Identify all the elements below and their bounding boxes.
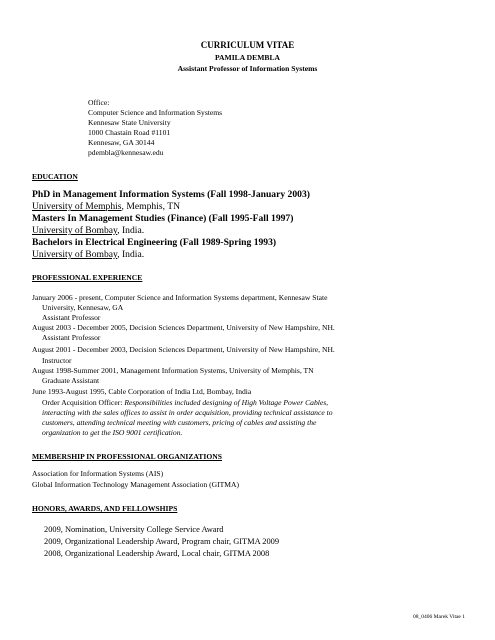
education-degree: PhD in Management Information Systems (Fall 1998-January 2003): [32, 189, 310, 200]
page-footer: 08_0406 Marek Vitae 1: [413, 614, 465, 620]
office-street: 1000 Chastain Road #1101: [88, 128, 171, 137]
document-title: CURRICULUM VITAE: [200, 40, 295, 50]
office-label: Office:: [88, 98, 110, 107]
experience-line: January 2006 - present, Computer Science and Information Systems department, Kennesaw State: [32, 293, 328, 302]
experience-line: June 1993-August 1995, Cable Corporation of India Ltd, Bombay, India: [32, 387, 252, 396]
experience-line: August 2003 - December 2005, Decision Sciences Department, University of New Hampshire, NH.: [32, 323, 335, 332]
experience-role: Assistant Professor: [42, 313, 101, 322]
honors-item: 2008, Organizational Leadership Award, Local chair, GITMA 2008: [44, 549, 270, 558]
education-place: , Memphis, TN: [121, 201, 180, 212]
order-officer-line: [42, 398, 328, 408]
education-school-line: [32, 225, 144, 237]
experience-role: Graduate Assistant: [42, 376, 100, 385]
office-email: pdembla@kennesaw.edu: [88, 148, 164, 157]
order-officer-desc: Responsibilities included designing of High Voltage Power Cables,: [124, 398, 329, 407]
education-school: University of Bombay: [32, 225, 118, 236]
position-title: Assistant Professor of Information Systems: [177, 64, 318, 73]
order-officer-desc: customers, attending technical meeting with customers, pricing of cables and assisting the: [42, 418, 317, 427]
order-officer-label: Order Acquisition Officer:: [42, 398, 125, 407]
education-degree: Bachelors in Electrical Engineering (Fall 1989-Spring 1993): [32, 237, 277, 248]
education-place: , India.: [117, 225, 145, 236]
education-place: , India.: [117, 249, 145, 260]
education-school-line: [32, 249, 144, 261]
education-degree: Masters In Management Studies (Finance) (Fall 1995-Fall 1997): [32, 213, 294, 224]
education-school: University of Bombay: [32, 249, 118, 260]
education-school: University of Memphis: [32, 201, 122, 212]
experience-role: Assistant Professor: [42, 333, 101, 342]
education-school-line: [32, 201, 180, 213]
office-university: Kennesaw State University: [88, 118, 171, 127]
person-name: PAMILA DEMBLA: [214, 53, 281, 62]
honors-heading: HONORS, AWARDS, AND FELLOWSHIPS: [32, 504, 178, 513]
office-city: Kennesaw, GA 30144: [88, 138, 155, 147]
order-officer-desc: interacting with the sales offices to assist in order acquisition, providing technical assistance to: [42, 408, 333, 417]
membership-item: Global Information Technology Management Association (GITMA): [32, 480, 240, 489]
experience-line: University, Kennesaw, GA: [42, 303, 124, 312]
order-officer-desc: organization to get the ISO 9001 certification.: [42, 428, 183, 437]
membership-heading: MEMBERSHIP IN PROFESSIONAL ORGANIZATIONS: [32, 452, 222, 461]
honors-item: 2009, Organizational Leadership Award, Program chair, GITMA 2009: [44, 537, 280, 546]
experience-role: Instructor: [42, 356, 72, 365]
experience-heading: PROFESSIONAL EXPERIENCE: [32, 273, 143, 282]
honors-item: 2009, Nomination, University College Service Award: [44, 525, 224, 534]
membership-item: Association for Information Systems (AIS): [32, 469, 164, 478]
experience-line: August 1998-Summer 2001, Management Information Systems, University of Memphis, TN: [32, 366, 314, 375]
experience-line: August 2001 - December 2003, Decision Sciences Department, University of New Hampshire, NH.: [32, 345, 335, 354]
education-heading: EDUCATION: [32, 172, 78, 181]
office-department: Computer Science and Information Systems: [88, 108, 223, 117]
